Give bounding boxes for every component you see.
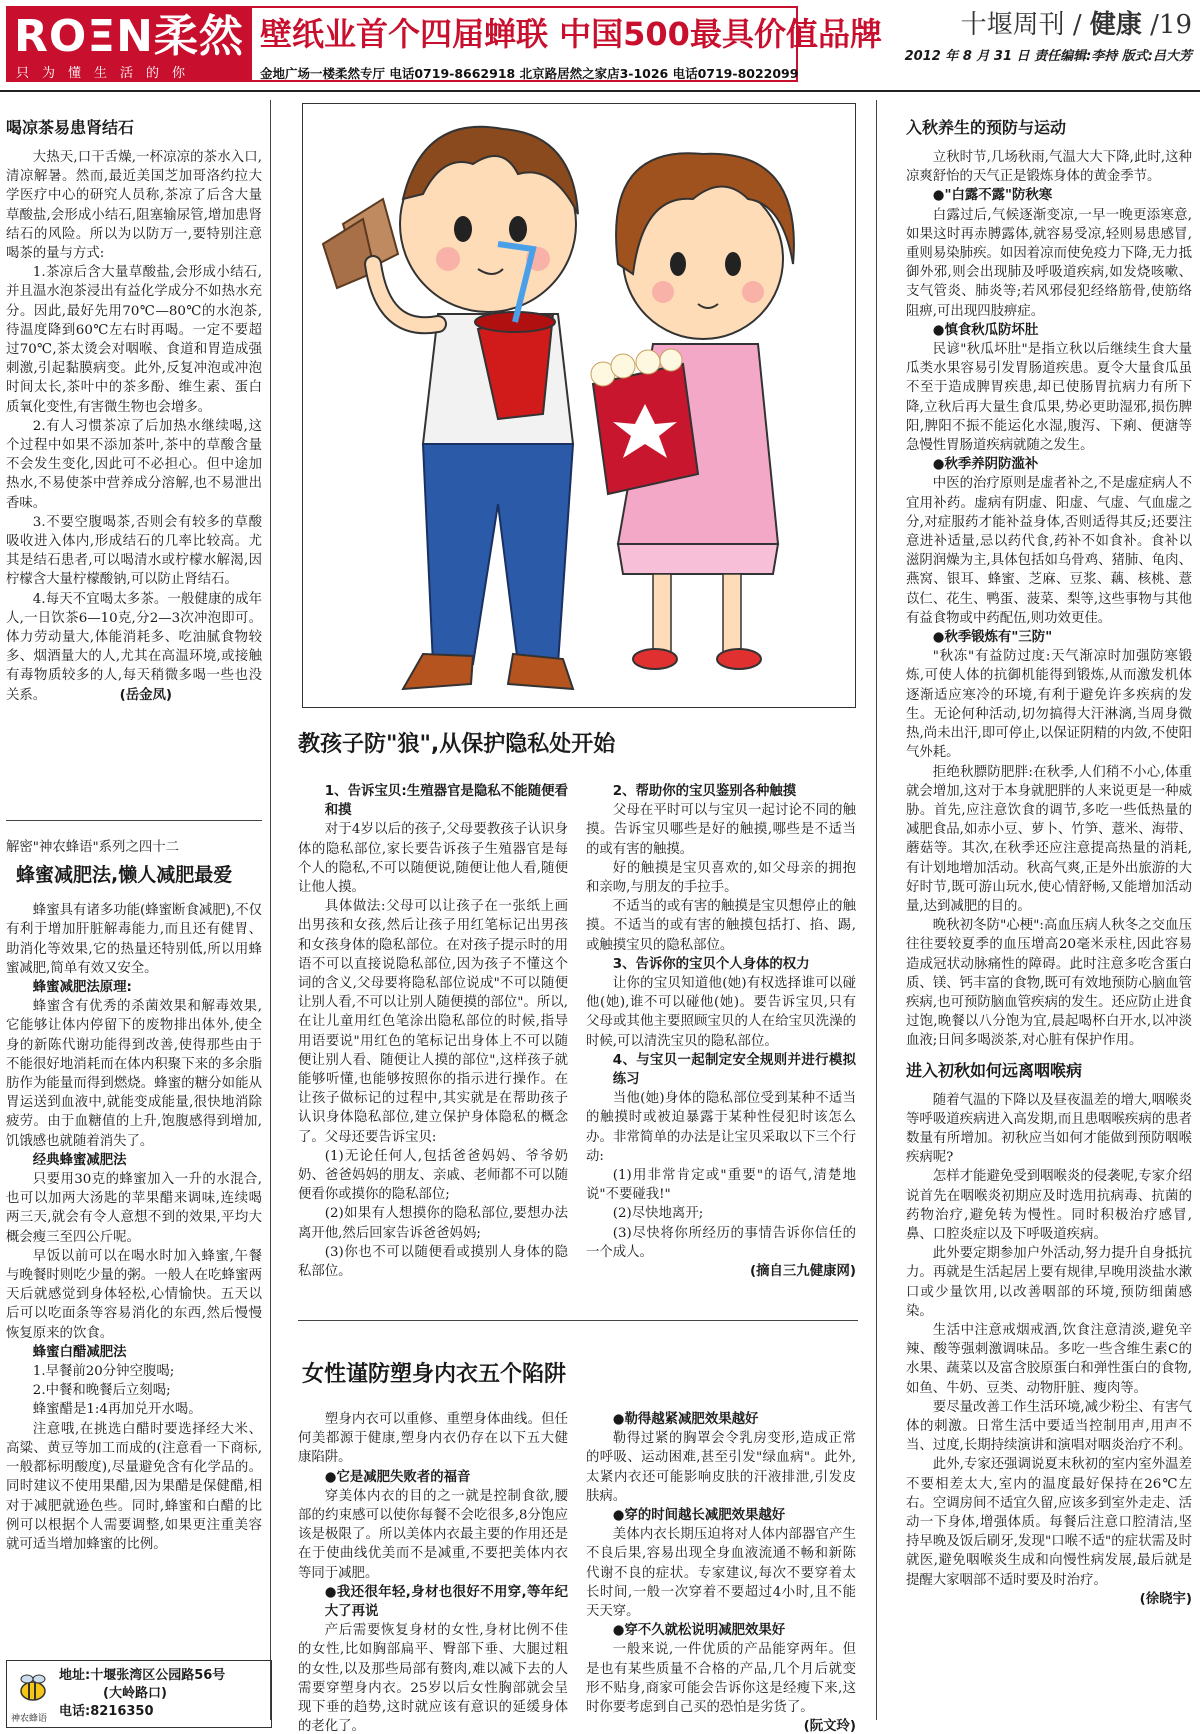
children-illustration — [302, 103, 856, 708]
subheading: ●我还很年轻,身材也很好不用穿,等年纪大了再说 — [324, 1584, 568, 1620]
subheading: ●秋季锻炼有"三防" — [932, 630, 1053, 646]
paragraph: 让你的宝贝知道他(她)有权选择谁可以碰他(她),谁不可以碰他(她)。要告诉宝贝,只有父母或其他主要照顾宝贝的人在给宝贝洗澡的时候,可以清洗宝贝的隐私部位。 — [586, 976, 856, 1049]
paragraph: (1)无论任何人,包括爸爸妈妈、爷爷奶奶、爸爸妈妈的朋友、亲戚、老师都不可以随便看你或摸你的隐私部位; — [298, 1148, 568, 1203]
paragraph: 塑身内衣可以重修、重塑身体曲线。但任何美都源于健康,塑身内衣仍存在以下五大健康陷阱。 — [298, 1412, 568, 1466]
paragraph: 4.每天不宜喝太多茶。一般健康的成年人,一日饮茶6—10克,分2—3次冲泡即可。体力劳动量大,体能消耗多、吃油腻食物较多、烟酒量大的人,尤其在高温环境,或接触有毒物质较多的人,每天稍微多喝一些也没关系。 — [6, 591, 262, 703]
subheading: 4、与宝贝一起制定安全规则并进行模拟练习 — [612, 1052, 856, 1088]
paragraph: 具体做法:父母可以让孩子在一张纸上画出男孩和女孩,然后让孩子用红笔标记出男孩和女孩身体的隐私部位。在对孩子提示时的用语不可以直接说隐私部位,因为孩子不懂这个词的含义,父母要将隐私部位说成"不可以随便让别人看,不可以让别人随便摸的部位"。所以,在让儿童用红色笔涂出隐私部位的时候,指导用语要说"用红色的笔标记出身体上不可以随便让别人看、随便让人摸的部位",这样孩子就能够听懂,也能够按照你的指示进行操作。在让孩子做标记的过程中,其实就是在帮助孩子认识身体隐私部位,建立保护身体隐私的概念了。父母还要告诉宝贝: — [298, 899, 568, 1145]
paragraph: 怎样才能避免受到咽喉炎的侵袭呢,专家介绍说首先在咽喉炎初期应及时选用抗病毒、抗菌的药物治疗,避免转为慢性。同时积极治疗感冒,鼻、口腔炎症以及下呼吸道疾病。 — [906, 1169, 1192, 1242]
article-column — [298, 782, 568, 1281]
ad-brand: 神农蜂语 — [11, 1714, 48, 1724]
paragraph: 立秋时节,几场秋雨,气温大大下降,此时,这种凉爽舒怡的天气正是锻炼身体的黄金季节。 — [906, 150, 1192, 185]
byline: (徐晓宇) — [1139, 1591, 1192, 1607]
paragraph: "秋冻"有益防过度:天气渐凉时加强防寒锻炼,可使人体的抗御机能得到锻炼,从而激发机体逐渐适应寒冷的环境,有利于避免许多疾病的发生。无论何种活动,切勿搞得大汗淋漓,当周身微热,尚未出汗,即可停止,以保证阴精的内敛,不使阳气外耗。 — [906, 649, 1192, 761]
ad-address: 地址:十堰张湾区公园路56号 — [59, 1668, 226, 1683]
bee-logo-icon — [13, 1669, 53, 1709]
paragraph: 美体内衣长期压迫将对人体内部器官产生不良后果,容易出现全身血液流通不畅和新陈代谢不良的症状。专家建议,每次不要穿着太长时间,一般一次穿着不要超过4小时,且不能天天穿。 — [586, 1527, 856, 1620]
article-title: 进入初秋如何远离咽喉病 — [906, 1060, 1083, 1080]
issue-meta: 2012 年 8 月 31 日 责任编辑:李持 版式:吕大芳 — [904, 49, 1192, 64]
paragraph: 早饭以前可以在喝水时加入蜂蜜,午餐与晚餐时则吃少量的粥。一般人在吃蜂蜜两天后就感觉到身体轻松,心情愉快。五天以后可以吃面条等容易消化的东西,然后慢慢恢复原来的饮食。 — [6, 1248, 262, 1341]
subheading: 经典蜂蜜减肥法 — [32, 1152, 127, 1168]
paragraph: 注意哦,在挑选白醋时要选择经大米、高粱、黄豆等加工而成的(注意看一下商标,一般都标明酸度),尽量避免含有化学品的。同时建议不使用果醋,因为果醋是保健醋,相对于减肥就逊色些。同时,蜂蜜和白醋的比例可以根据个人需要调整,如果更注重美容就可适当增加蜂蜜的比例。 — [6, 1421, 262, 1552]
ad-address-note: (大岭路口) — [103, 1686, 167, 1701]
paragraph: 白露过后,气候逐渐变凉,一早一晚更添寒意,如果这时再赤膊露体,就容易受凉,轻则易患感冒,重则易染肺疾。如因着凉而使免疫力下降,无力抵御外邪,则会出现肺及呼吸道疾病,如发烧咳嗽、支气管炎、肺炎等;若风邪侵犯经络筋骨,使筋络阻痹,可出现四肢痹症。 — [906, 207, 1192, 319]
list-item: 1.早餐前20分钟空腹喝; — [32, 1364, 175, 1380]
article-title: 入秋养生的预防与运动 — [906, 118, 1067, 137]
article-divider — [298, 1320, 858, 1321]
list-item: 2.中餐和晚餐后立刻喝; — [32, 1383, 171, 1399]
subheading: 蜂蜜白醋减肥法 — [32, 1344, 127, 1360]
subheading: ●秋季养阴防滥补 — [932, 457, 1039, 473]
byline: (摘自三九健康网) — [750, 1264, 856, 1280]
cartoon-kids-image — [303, 104, 856, 708]
paragraph: (2)尽快地离开; — [612, 1206, 704, 1222]
article-title: 女性谨防塑身内衣五个陷阱 — [302, 1362, 567, 1387]
paragraph: 中医的治疗原则是虚者补之,不是虚症病人不宜用补药。虚病有阴虚、阳虚、气虚、气血虚之分,对症服药才能补益身体,否则适得其反;还要注意进补适量,忌以药代食,药补不如食补。食补以滋阴润燥为主,具体包括如乌骨鸡、猪肺、龟肉、燕窝、银耳、蜂蜜、芝麻、豆浆、藕、核桃、薏苡仁、花生、鸭蛋、菠菜、梨等,这些事物与其他有益食物或中药配伍,则功效更佳。 — [906, 476, 1192, 626]
paragraph: 产后需要恢复身材的女性,身材比例不佳的女性,比如胸部扁平、臀部下垂、大腿过粗的女性,以及那些局部有赘肉,难以减下去的人需要穿塑身内衣。25岁以后女性胸部就会呈现下垂的趋势,这时就应该有意识的延缓身体的老化了。 — [298, 1623, 568, 1734]
paragraph: 此外要定期参加户外活动,努力提升自身抵抗力。再就是生活起居上要有规律,早晚用淡盐水漱口或少量饮用,以改善咽部的环境,预防细菌感染。 — [906, 1246, 1192, 1319]
column-left-lower — [6, 838, 262, 1554]
ad-contact: 金地广场一楼柔然专厅 电话0719-8662918 北京路居然之家店3-1026 电话0719-8022099 — [260, 66, 799, 81]
ad-slogan: 壁纸业首个四届蝉联 中国500最具价值品牌 — [260, 15, 882, 53]
subheading: ●它是减肥失败者的福音 — [324, 1469, 471, 1485]
article-divider — [6, 820, 262, 821]
ad-phone: 电话:8216350 — [59, 1704, 154, 1719]
logo-tagline: 只为懂生活的你 — [16, 66, 199, 81]
article-title: 教孩子防"狼",从保护隐私处开始 — [298, 732, 616, 757]
paragraph: 晚秋初冬防"心梗":高血压病人秋冬之交血压往往要较夏季的血压增高20毫米汞柱,因此容易造成冠状动脉痛性的障碍。此时注意多吃含蛋白质、镁、钙丰富的食物,既可有效地预防心脑血管疾病,也可预防脑血管疾病的发生。还应防止进食过饱,晚餐以八分饱为宜,晨起喝杯白开水,以冲淡血液;日间多喝淡茶,对心脏有保护作用。 — [906, 918, 1192, 1049]
subheading: ●穿不久就松说明减肥效果好 — [612, 1623, 786, 1639]
store-ad — [6, 1660, 272, 1728]
column-right — [906, 114, 1192, 1609]
paragraph: 大热天,口干舌燥,一杯凉凉的茶水入口,清凉解暑。然而,最近美国芝加哥洛约拉大学医疗中心的研究人员称,茶凉了后含大量草酸盐,会形成小结石,阻塞输尿管,增加患肾结石的风险。所以为以防万一,要特别注意喝茶的量与方式: — [6, 150, 262, 262]
paragraph: 勒得过紧的胸罩会令乳房变形,造成正常的呼吸、运动困难,甚至引发"绿血病"。此外,太紧内衣还可能影响皮肤的汗液排泄,引发皮肤病。 — [586, 1431, 856, 1504]
paragraph: 1.茶凉后含大量草酸盐,会形成小结石,并且温水泡茶浸出有益化学成分不如热水充分。因此,最好先用70℃—80℃的水泡茶,待温度降到60℃左右时再喝。一定不要超过70℃,茶太烫会对咽喉、食道和胃造成强刺激,引起黏膜病变。此外,反复冲泡或冲泡时间太长,茶叶中的茶多酚、维生素、蛋白质氧化变性,有害微生物也会增多。 — [6, 265, 262, 415]
page-header — [905, 4, 1192, 64]
subheading: 2、帮助你的宝贝鉴别各种触摸 — [612, 784, 797, 799]
subheading: 蜂蜜减肥法原理: — [32, 980, 132, 996]
paragraph: 只要用30克的蜂蜜加入一升的水混合,也可以加两大汤匙的苹果醋来调味,连续喝两三天,就会有令人意想不到的效果,平均大概会瘦三至四公斤呢。 — [6, 1172, 262, 1245]
paragraph: 对于4岁以后的孩子,父母要教孩子认识身体的隐私部位,家长要告诉孩子生殖器官是每个人的隐私,不可以随便说,随便让他人看,随便让他人摸。 — [298, 822, 568, 896]
article-column — [586, 1410, 856, 1734]
page-number: /19 — [1150, 10, 1192, 40]
paragraph: (3)尽快将你所经历的事情告诉你信任的一个成人。 — [586, 1225, 856, 1260]
byline: (岳金凤) — [119, 687, 172, 703]
boy-figure — [323, 127, 578, 689]
paragraph: (2)如果有人想摸你的隐私部位,要想办法离开他,然后回家告诉爸爸妈妈; — [298, 1206, 568, 1241]
header-rule — [0, 90, 1200, 92]
list-item: 蜂蜜醋是1:4再加兑开水喝。 — [32, 1402, 202, 1418]
paragraph: 生活中注意戒烟戒酒,饮食注意清淡,避免辛辣、酸等强刺激调味品。多吃一些含维生素C的水果、蔬菜以及富含胶原蛋白和弹性蛋白的食物,如鱼、牛奶、豆类、动物肝脏、瘦肉等。 — [906, 1322, 1192, 1396]
series-kicker: 解密"神农蜂语"系列之四十二 — [6, 840, 180, 855]
subheading: ●"白露不露"防秋寒 — [932, 188, 1053, 204]
brand-banner — [6, 6, 882, 82]
paragraph: 不适当的或有害的触摸是宝贝想停止的触摸。不适当的或有害的触摸包括打、掐、踢,或触摸宝贝的隐私部位。 — [586, 899, 856, 953]
column-left — [6, 114, 262, 705]
paragraph: 一般来说,一件优质的产品能穿两年。但是也有某些质量不合格的产品,几个月后就变形不贴身,商家可能会告诉你这是经瘦下来,这时你要考虑到自己买的恐怕是劣货了。 — [586, 1642, 856, 1716]
paragraph: 民谚"秋瓜坏肚"是指立秋以后继续生食大量瓜类水果容易引发胃肠道疾患。夏令大量食瓜虽不至于造成脾胃疾患,却已使肠胃抗病力有所下降,立秋后再大量生食瓜果,势必更助湿邪,损伤脾阳,脾阳不振不能运化水湿,腹泻、下痢、便溏等急慢性胃肠道疾病就随之发生。 — [906, 342, 1192, 454]
paragraph: 2.有人习惯茶凉了后加热水继续喝,这个过程中如果不添加茶叶,茶中的草酸含量不会发生变化,因此可不必担心。但中途加热水,不易使茶中营养成分溶解,也不易泄出香味。 — [6, 418, 262, 511]
paragraph: 蜂蜜具有诸多功能(蜂蜜断食减肥),不仅有利于增加肝脏解毒能力,而且还有健胃、助消化等效果,它的热量还特别低,所以用蜂蜜减肥,简单有效又安全。 — [6, 903, 262, 976]
section-name: 健康 — [1089, 10, 1142, 40]
paragraph: 3.不要空腹喝茶,否则会有较多的草酸吸收进入体内,形成结石的几率比较高。尤其是结石患者,可以喝清水或柠檬水解渴,因柠檬含大量柠檬酸钠,可以防止肾结石。 — [6, 514, 262, 588]
paragraph: (1)用非常肯定或"重要"的语气,清楚地说"不要碰我!" — [586, 1168, 856, 1203]
paragraph: 父母在平时可以与宝贝一起讨论不同的触摸。告诉宝贝哪些是好的触摸,哪些是不适当的或有害的触摸。 — [586, 803, 856, 857]
subheading: ●穿的时间越长减肥效果越好 — [612, 1508, 786, 1524]
paragraph: 随着气温的下降以及昼夜温差的增大,咽喉炎等呼吸道疾病进入高发期,而且患咽喉疾病的患者数量有所增加。初秋应当如何才能做到预防咽喉疾病呢? — [906, 1092, 1192, 1166]
paragraph: 此外,专家还强调说夏末秋初的室内室外温差不要相差太大,室内的温度最好保持在26℃左右。空调房间不适宜久留,应该多到室外走走、活动一下身体,增强体质。每餐后注意口腔清洁,坚持早晚及饭后刷牙,发现"口喉不适"的症状需及时就医,避免咽喉炎生成和向慢性病发展,最后就是提醒大家咽部不适时要及时治疗。 — [906, 1457, 1192, 1588]
subheading: ●勒得越紧减肥效果越好 — [612, 1412, 759, 1427]
byline: (阮文玲) — [803, 1719, 856, 1734]
paragraph: 好的触摸是宝贝喜欢的,如父母亲的拥抱和亲吻,与朋友的手拉手。 — [586, 860, 856, 896]
logo-text: ROΞN柔然 — [14, 11, 244, 62]
paragraph: 当他(她)身体的隐私部位受到某种不适当的触摸时或被迫暴露于某种性侵犯时该怎么办。非常简单的办法是让宝贝采取以下三个行动: — [586, 1091, 856, 1164]
article-title: 喝凉茶易患肾结石 — [6, 118, 135, 137]
paper-name: 十堰周刊 — [960, 10, 1065, 40]
ad-details — [59, 1667, 225, 1721]
girl-figure — [591, 153, 794, 669]
paragraph: 蜂蜜含有优秀的杀菌效果和解毒效果,它能够让体内停留下的废物排出体外,使全身的新陈代谢功能得到改善,使得那些由于不能很好地消耗而在体内积聚下来的多余脂肪作为能量而得到燃烧。蜂蜜的糖分如能从胃运送到血液中,就能变成能量,很快地消除疲劳。由于血糖值的上升,饱腹感得到增加,饥饿感也就随着消失了。 — [6, 999, 262, 1149]
section-title: 十堰周刊 / 健康 /19 — [960, 10, 1192, 40]
subheading: ●慎食秋瓜防坏肚 — [932, 322, 1039, 338]
column-divider — [270, 100, 271, 1720]
paragraph: 要尽量改善工作生活环境,减少粉尘、有害气体的刺激。日常生活中要适当控制用声,用声不当、过度,长期持续演讲和演唱对咽炎治疗不利。 — [906, 1399, 1192, 1454]
article-column — [586, 782, 856, 1281]
paragraph: (3)你也不可以随便看或摸别人身体的隐私部位。 — [298, 1244, 568, 1280]
paragraph: 拒绝秋膘防肥胖:在秋季,人们稍不小心,体重就会增加,这对于本身就肥胖的人来说更是一种威胁。首先,应注意饮食的调节,多吃一些低热量的减肥食品,如赤小豆、萝卜、竹笋、薏米、海带、蘑菇等。其次,在秋季还应注意提高热量的消耗,有计划地增加活动。秋高气爽,正是外出旅游的大好时节,既可游山玩水,使心情舒畅,又能增加活动量,达到减肥的目的。 — [906, 764, 1192, 914]
paragraph: 穿美体内衣的目的之一就是控制食欲,腰部的约束感可以使你每餐不会吃很多,8分饱应该是极限了。所以美体内衣最主要的作用还是在于使曲线优美而不是减重,不要把美体内衣等同于减肥。 — [298, 1488, 568, 1581]
subheading: 1、告诉宝贝:生殖器官是隐私不能随便看和摸 — [324, 784, 568, 819]
article-column — [298, 1410, 568, 1734]
column-divider — [876, 100, 877, 1720]
article-title: 蜂蜜减肥法,懒人减肥最爱 — [16, 864, 233, 887]
subheading: 3、告诉你的宝贝个人身体的权力 — [612, 956, 810, 972]
brand-logo — [8, 8, 252, 82]
